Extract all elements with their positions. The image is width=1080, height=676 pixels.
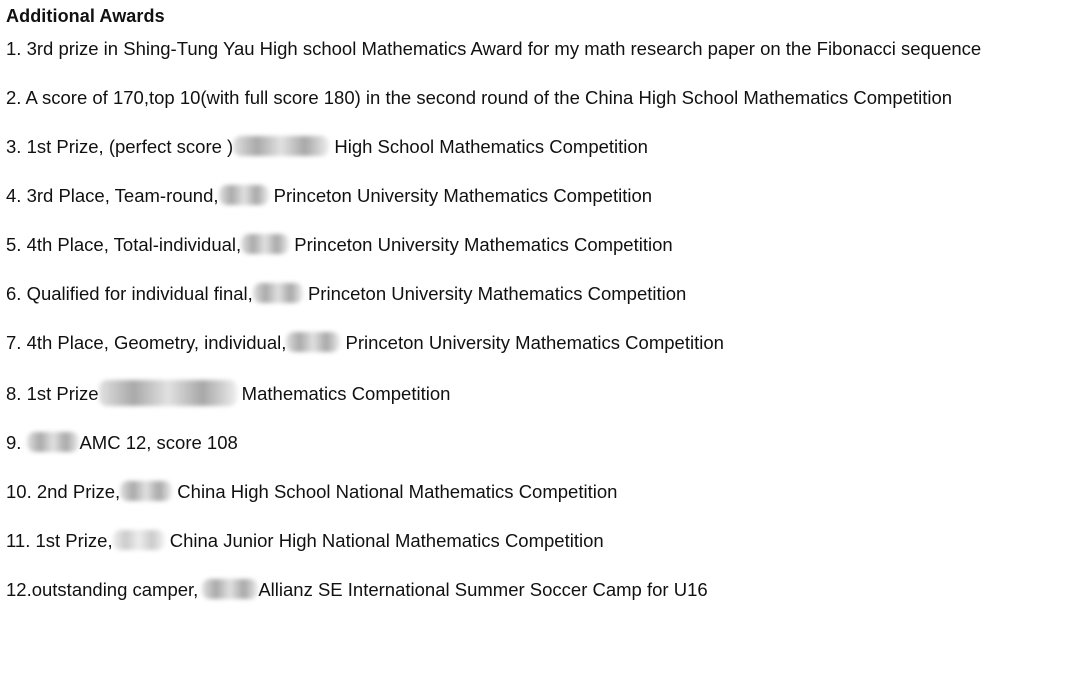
- redacted-text: [286, 332, 340, 352]
- award-item-12: [6, 578, 1006, 602]
- redacted-text: [253, 283, 303, 303]
- award-text: 2. A score of 170,top 10(with full score 180) in the second round of the China High School Mathematics Competition: [6, 86, 953, 108]
- award-text-suffix: Mathematics Competition: [236, 382, 451, 404]
- redacted-text: [219, 185, 269, 205]
- award-text: 5. 4th Place, Total-individual,: [6, 233, 242, 255]
- award-text-suffix: Princeton University Mathematics Competition: [268, 184, 653, 206]
- award-text: 9.: [6, 431, 22, 453]
- award-item-5: [6, 233, 1006, 257]
- redacted-text: [241, 234, 289, 254]
- award-item-4: [6, 184, 1006, 208]
- award-text: 7. 4th Place, Geometry, individual,: [6, 331, 287, 353]
- award-item-1: [6, 37, 1006, 61]
- award-item-8: [6, 380, 1006, 406]
- award-text-suffix: Allianz SE International Summer Soccer Camp for U16: [258, 578, 708, 600]
- award-text: 3. 1st Prize, (perfect score ): [6, 135, 234, 157]
- award-text-suffix: High School Mathematics Competition: [329, 135, 648, 157]
- award-text: 1. 3rd prize in Shing-Tung Yau High school Mathematics Award for my math research paper on the Fibonacci sequence: [6, 38, 982, 59]
- redacted-text: [233, 136, 329, 156]
- award-text: 12.outstanding camper,: [6, 578, 199, 600]
- award-item-3: [6, 135, 1006, 159]
- award-text-suffix: China High School National Mathematics Competition: [172, 480, 618, 502]
- redacted-text: [202, 579, 258, 599]
- award-text: 8. 1st Prize: [6, 382, 99, 404]
- redacted-text: [113, 530, 165, 550]
- award-item-6: [6, 282, 1006, 306]
- award-text: 6. Qualified for individual final,: [6, 282, 253, 304]
- award-text-suffix: Princeton University Mathematics Competition: [340, 331, 724, 353]
- redacted-text: [99, 380, 237, 406]
- award-text-suffix: AMC 12, score 108: [79, 431, 238, 453]
- award-item-9: [6, 431, 1006, 455]
- award-text: 11. 1st Prize,: [6, 529, 113, 551]
- awards-list: [6, 37, 1066, 602]
- award-item-11: [6, 529, 1006, 553]
- award-text: 10. 2nd Prize,: [6, 480, 121, 502]
- award-item-10: [6, 480, 1006, 504]
- award-item-7: [6, 331, 1006, 355]
- document: [6, 4, 1066, 627]
- redacted-text: [120, 481, 172, 501]
- award-text-suffix: China Junior High National Mathematics Competition: [164, 529, 604, 551]
- award-text-suffix: Princeton University Mathematics Competition: [302, 282, 687, 304]
- award-text-suffix: Princeton University Mathematics Competition: [289, 233, 673, 255]
- document-heading: Additional Awards: [6, 6, 165, 26]
- award-item-2: [6, 86, 1006, 110]
- award-text: 4. 3rd Place, Team-round,: [6, 184, 219, 206]
- redacted-text: [27, 432, 79, 452]
